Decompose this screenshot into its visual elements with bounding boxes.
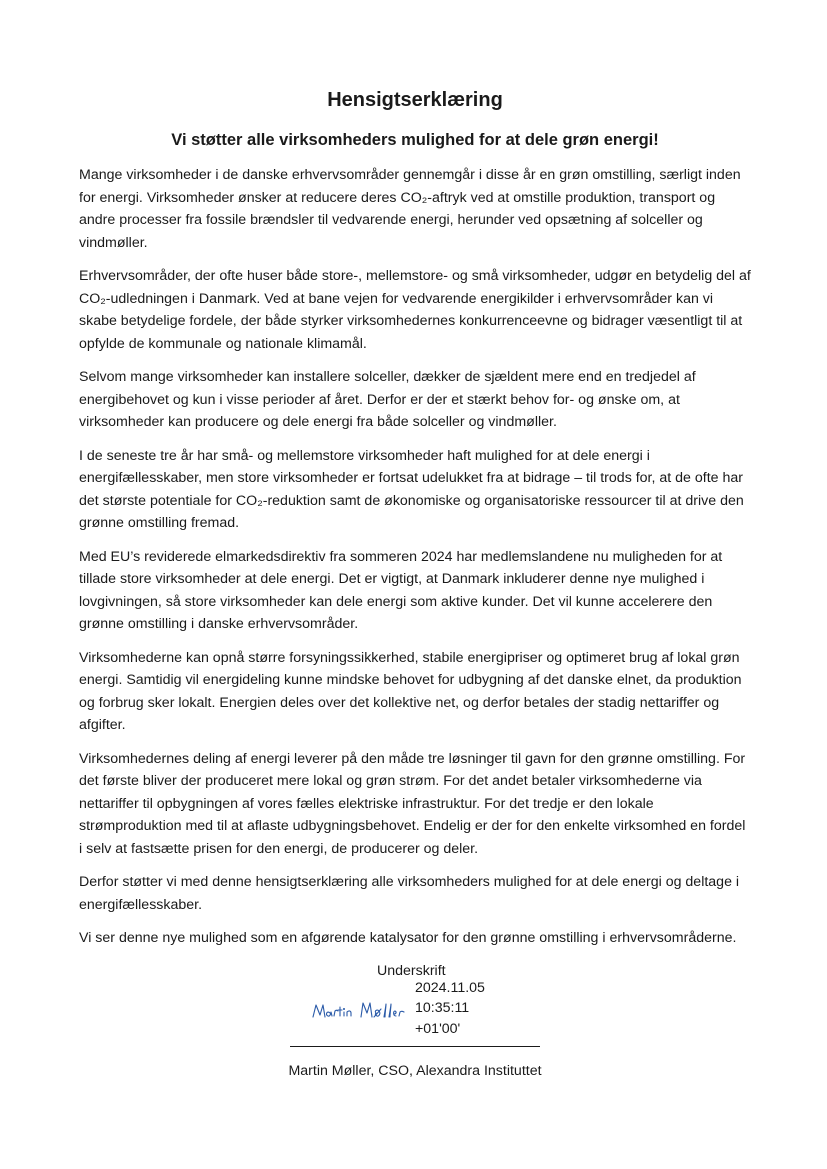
document-page: [79, 84, 751, 1081]
paragraph-1: Mange virksomheder i de danske erhvervsområder gennemgår i disse år en grøn omstilling, særligt inden for energi. Virksomheder ønsker at reducere deres CO₂-aftryk ved at omstille produktion, transport og andre processer fra fossile brændsler til vedvarende energi, herunder ved opsætning af solceller og vindmøller.: [79, 167, 741, 251]
signature-date: 2024.11.05: [415, 979, 485, 996]
paragraph-4: I de seneste tre år har små- og mellemstore virksomheder haft mulighed for at dele energi i energifællesskaber, men store virksomheder er fortsat udelukket fra at bidrage – til trods for, at de ofte har det største potentiale for CO₂-reduktion samt de økonomiske og organisatoriske ressourcer til at drive den grønne omstilling fremad.: [79, 447, 744, 531]
signature-timezone: +01'00': [415, 1020, 461, 1037]
paragraph-9: Vi ser denne nye mulighed som en afgørende katalysator for den grønne omstilling i erhvervsområderne.: [79, 930, 737, 946]
document-subtitle: Vi støtter alle virksomheders mulighed for at dele grøn energi!: [171, 131, 659, 149]
paragraph-7: Virksomhedernes deling af energi leverer på den måde tre løsninger til gavn for den grønne omstilling. For det første bliver der produceret mere lokal og grøn strøm. For det andet betaler virksomhederne via nettariffer til opbygningen af vores fælles elektriske infrastruktur. For det tredje er den lokale strømproduktion med til at aflaste udbygningsbehovet. Endelig er der for den enkelte virksomhed en fordel i selv at fastsætte prisen for den energi, de producerer og deler.: [79, 750, 746, 857]
paragraph-2: Erhvervsområder, der ofte huser både store-, mellemstore- og små virksomheder, udgør en betydelig del af CO₂-udledningen i Danmark. Ved at bane vejen for vedvarende energikilder i erhvervsområder kan vi skabe betydelige fordele, der både styrker virksomhedernes konkurrenceevne og bidrager væsentligt til at opfylde de kommunale og nationale klimamål.: [79, 268, 751, 352]
paragraph-6: Virksomhederne kan opnå større forsyningssikkerhed, stabile energipriser og optimeret brug af lokal grøn energi. Samtidig vil energideling kunne mindske behovet for udbygning af det danske elnet, da produktion og forbrug sker lokalt. Energien deles over det kollektive net, og derfor betales der stadig nettariffer og afgifter.: [79, 649, 742, 733]
paragraph-5: Med EU’s reviderede elmarkedsdirektiv fra sommeren 2024 har medlemslandene nu muligheden for at tillade store virksomheder at dele energi. Det er vigtigt, at Danmark inkluderer denne nye mulighed i lovgivningen, så store virksomheder kan dele energi som aktive kunder. Det vil kunne accelerere den grønne omstilling i danske erhvervsområder.: [79, 548, 723, 632]
paragraph-3: Selvom mange virksomheder kan installere solceller, dækker de sjældent mere end en tredjedel af energibehovet og kun i visse perioder af året. Derfor er der et stærkt behov for- og ønske om, at virksomheder kan producere og dele energi fra både solceller og vindmøller.: [79, 369, 696, 430]
signature-timestamp: [415, 978, 485, 1040]
paragraph-8: Derfor støtter vi med denne hensigtserklæring alle virksomheders mulighed for at dele energi og deltage i energifællesskaber.: [79, 874, 740, 913]
signature-time: 10:35:11: [415, 1000, 470, 1016]
signatory-name: Martin Møller, CSO, Alexandra Instituttet: [288, 1062, 542, 1079]
signature-line: [290, 1046, 540, 1047]
document-title: Hensigtserklæring: [327, 89, 503, 111]
signature-block: [79, 961, 751, 1081]
handwritten-signature: [309, 995, 409, 1023]
signature-label: Underskrift: [377, 962, 446, 979]
